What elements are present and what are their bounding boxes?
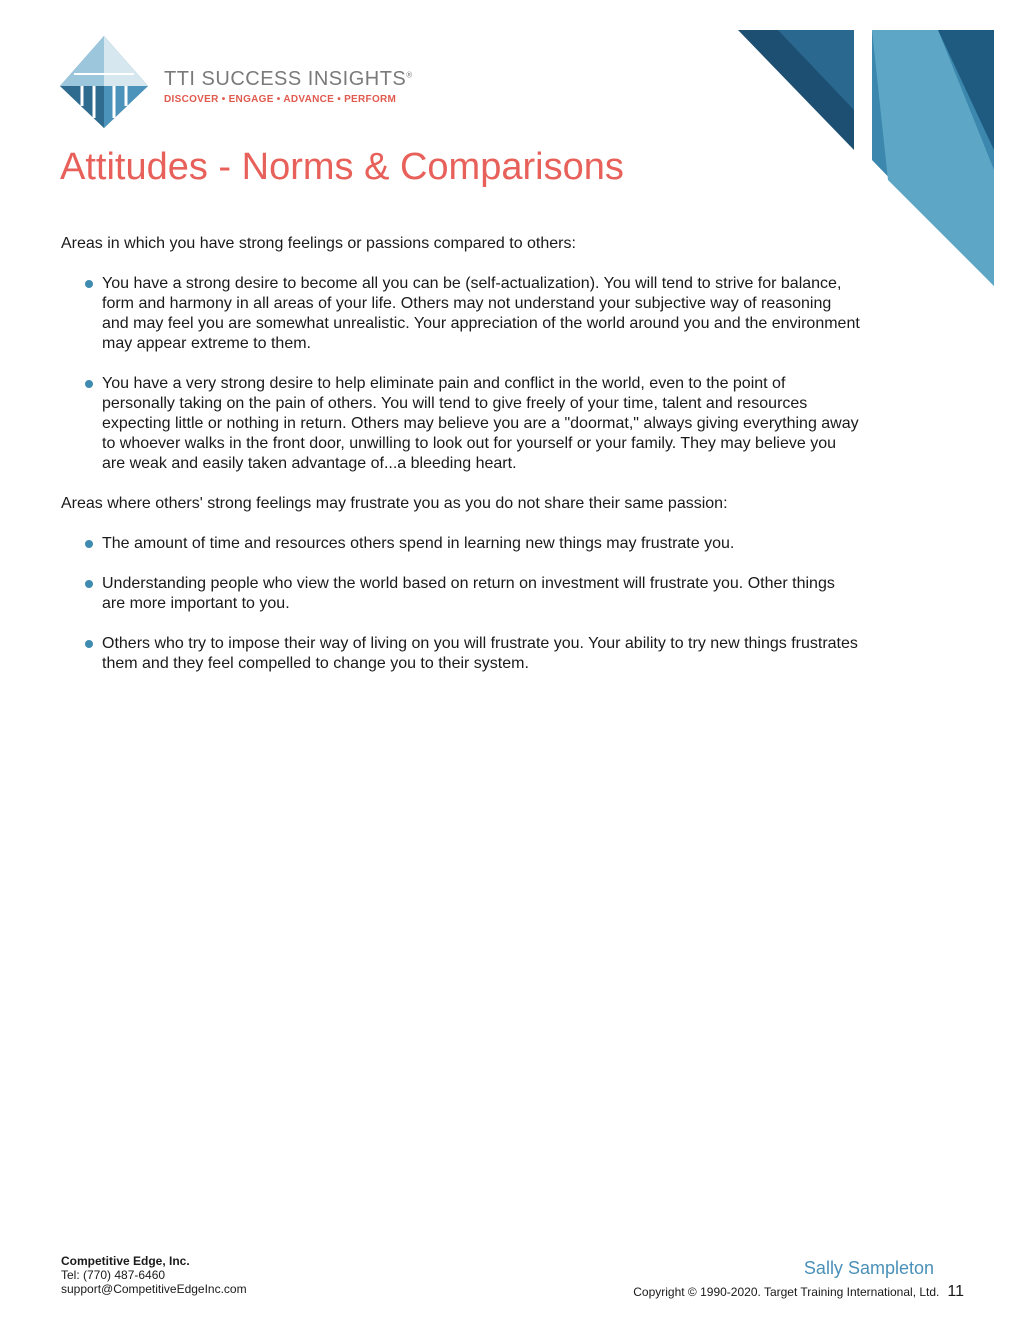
- footer-tel: Tel: (770) 487-6460: [61, 1268, 166, 1282]
- frustrations-intro: Areas where others' strong feelings may frustrate you as you do not share their same passion:: [61, 495, 728, 512]
- tti-logo: [58, 34, 438, 130]
- diamond-logo-icon: [58, 34, 154, 130]
- brand-name: TTI SUCCESS INSIGHTS®: [164, 68, 413, 90]
- copyright: Copyright © 1990-2020. Target Training International, Ltd.: [633, 1285, 940, 1299]
- bullet-icon: [85, 280, 93, 288]
- frustrations-list: [61, 534, 861, 674]
- list-item: Understanding people who view the world based on return on investment will frustrate you. Other things are more important to you.: [61, 574, 861, 614]
- list-item: Others who try to impose their way of living on you will frustrate you. Your ability to try new things frustrates them and they feel compelled to change you to their system.: [61, 634, 861, 674]
- brand-tagline: DISCOVER • ENGAGE • ADVANCE • PERFORM: [164, 94, 397, 105]
- strong-feelings-list: [61, 274, 861, 474]
- list-item: You have a very strong desire to help eliminate pain and conflict in the world, even to the point of personally taking on the pain of others. You will tend to give freely of your time, talent and resources expecting little or nothing in return. Others may believe you are a "doormat," always giving everything away to whoever walks in the front door, unwilling to look out for yourself or your family. They may believe you are weak and easily taken advantage of...a bleeding heart.: [61, 374, 861, 474]
- main-content: [61, 234, 861, 694]
- page-number: 11: [947, 1283, 964, 1300]
- recipient-name: Sally Sampleton: [803, 1258, 934, 1278]
- bullet-icon: [85, 640, 93, 648]
- footer-right: [633, 1258, 964, 1301]
- bullet-icon: [85, 380, 93, 388]
- footer-company: Competitive Edge, Inc.: [61, 1254, 190, 1268]
- footer-email: support@CompetitiveEdgeInc.com: [61, 1282, 247, 1296]
- list-item: The amount of time and resources others spend in learning new things may frustrate you.: [61, 534, 861, 554]
- footer-contact: [61, 1254, 247, 1296]
- list-item: You have a strong desire to become all you can be (self-actualization). You will tend to strive for balance, form and harmony in all areas of your life. Others may not understand your subjective way of reasoning and may feel you are somewhat unrealistic. Your appreciation of the world around you and the environment may appear extreme to them.: [61, 274, 861, 354]
- page-title: Attitudes - Norms & Comparisons: [60, 146, 624, 188]
- bullet-icon: [85, 580, 93, 588]
- bullet-icon: [85, 540, 93, 548]
- strong-feelings-intro: Areas in which you have strong feelings or passions compared to others:: [61, 235, 576, 252]
